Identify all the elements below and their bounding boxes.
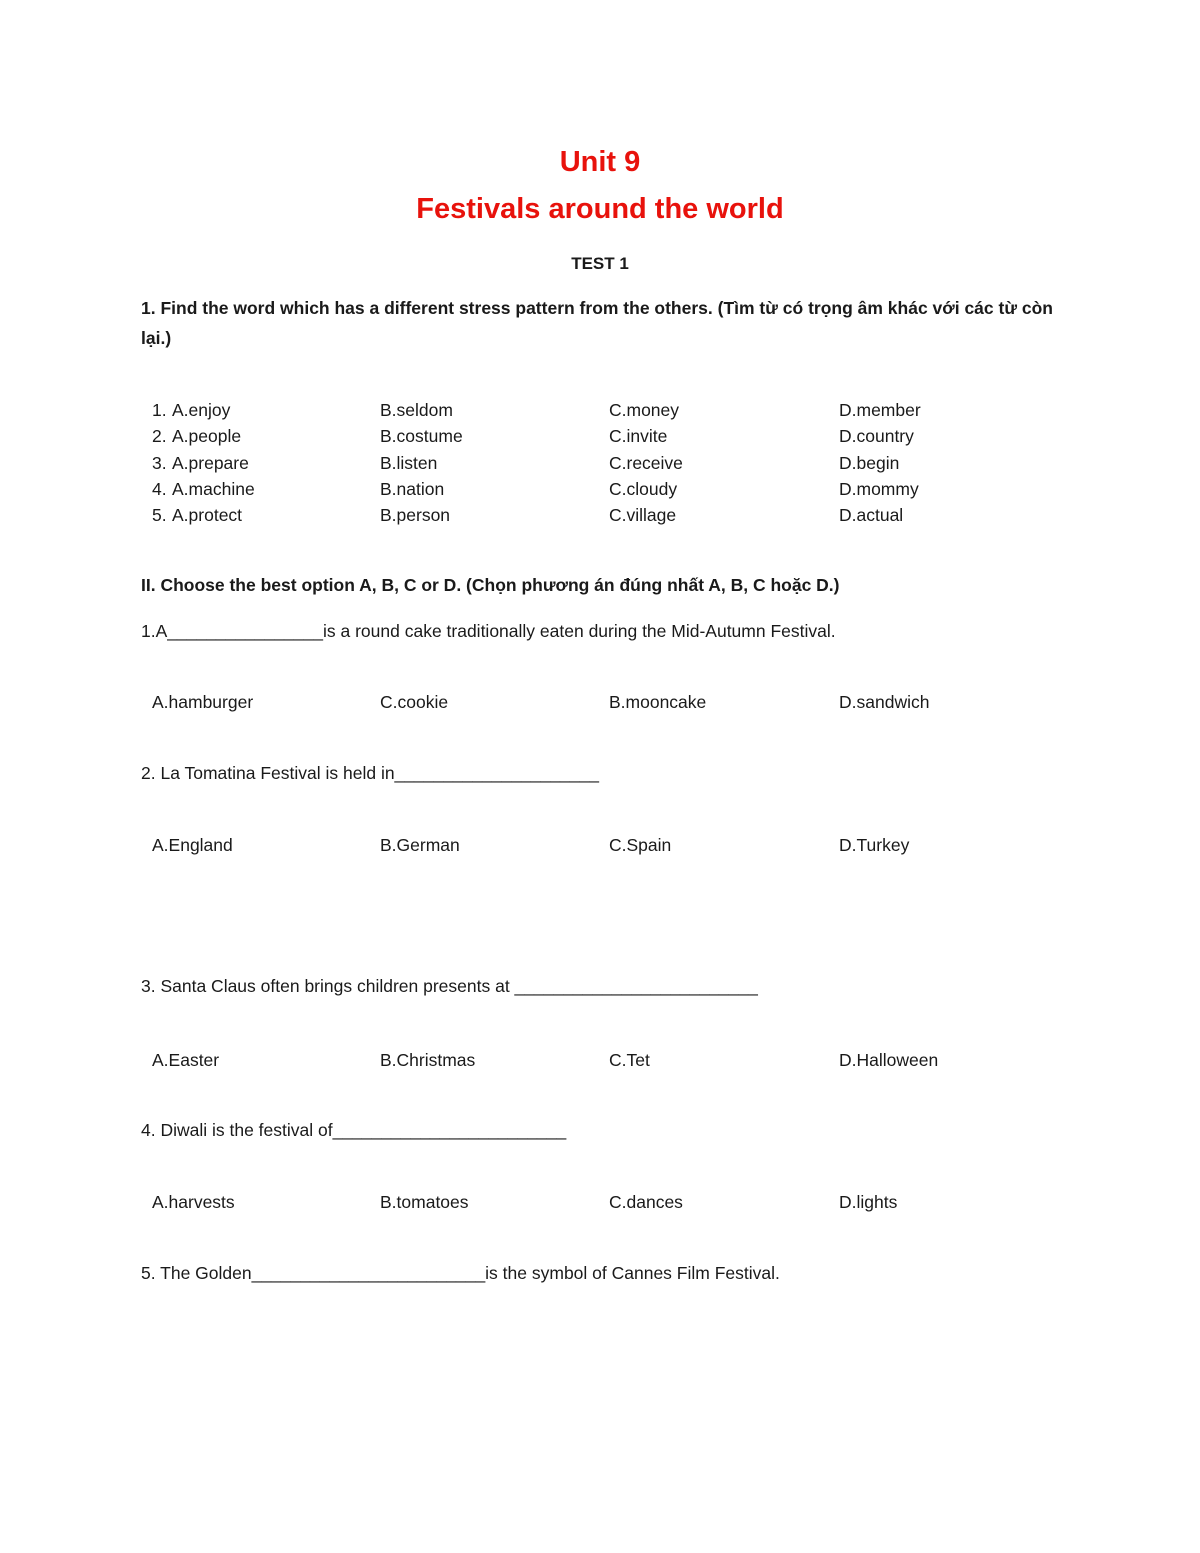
section1-heading: 1. Find the word which has a different stress pattern from the others. (Tìm từ có trọng âm khác với các từ còn lại.) (141, 298, 1053, 348)
section2-heading: II. Choose the best option A, B, C or D. (Chọn phương án đúng nhất A, B, C hoặc D.) (141, 575, 840, 595)
question-2: 2. La Tomatina Festival is held in_____________________ (141, 763, 599, 783)
question-1-options (0, 690, 1200, 714)
question-2-options (0, 833, 1200, 857)
stress-row-3-c: C.receive (609, 453, 683, 473)
question-4-option-3: C.dances (609, 1192, 683, 1212)
stress-row-4-a: 4. A.machine (152, 479, 255, 499)
stress-row-5-d: D.actual (839, 505, 904, 525)
question-1-option-1: A.hamburger (152, 692, 254, 712)
question-2-option-4: D.Turkey (839, 835, 910, 855)
stress-row-4-b: B.nation (380, 479, 445, 499)
stress-row-2 (0, 424, 1200, 448)
question-1-option-3: B.mooncake (609, 692, 707, 712)
question-1-option-4: D.sandwich (839, 692, 930, 712)
question-3-option-4: D.Halloween (839, 1050, 939, 1070)
stress-row-5-c: C.village (609, 505, 677, 525)
question-2-option-3: C.Spain (609, 835, 672, 855)
stress-row-2-a: 2. A.people (152, 426, 242, 446)
stress-row-1-d: D.member (839, 400, 921, 420)
stress-row-2-d: D.country (839, 426, 914, 446)
question-3-option-3: C.Tet (609, 1050, 650, 1070)
stress-row-1-c: C.money (609, 400, 680, 420)
stress-row-4-c: C.cloudy (609, 479, 678, 499)
question-4-option-2: B.tomatoes (380, 1192, 469, 1212)
stress-row-5-a: 5. A.protect (152, 505, 243, 525)
stress-row-4-d: D.mommy (839, 479, 919, 499)
question-3-option-2: B.Christmas (380, 1050, 476, 1070)
question-2-option-2: B.German (380, 835, 460, 855)
stress-row-3-b: B.listen (380, 453, 438, 473)
test-label: TEST 1 (571, 254, 629, 273)
question-1-option-2: C.cookie (380, 692, 449, 712)
stress-row-1 (0, 398, 1200, 422)
stress-row-2-c: C.invite (609, 426, 668, 446)
stress-row-3-a: 3. A.prepare (152, 453, 249, 473)
question-1: 1.A________________is a round cake traditionally eaten during the Mid-Autumn Festival. (141, 621, 836, 641)
question-4-options (0, 1190, 1200, 1214)
question-2-option-1: A.England (152, 835, 233, 855)
question-4-option-1: A.harvests (152, 1192, 235, 1212)
stress-row-5 (0, 503, 1200, 527)
question-4: 4. Diwali is the festival of________________________ (141, 1120, 567, 1140)
question-3: 3. Santa Claus often brings children presents at _________________________ (141, 976, 758, 996)
stress-row-2-b: B.costume (380, 426, 463, 446)
question-3-option-1: A.Easter (152, 1050, 220, 1070)
topic-title: Festivals around the world (416, 193, 784, 225)
stress-row-1-b: B.seldom (380, 400, 453, 420)
stress-row-3 (0, 451, 1200, 475)
question-5: 5. The Golden________________________is the symbol of Cannes Film Festival. (141, 1263, 780, 1283)
question-4-option-4: D.lights (839, 1192, 898, 1212)
unit-title: Unit 9 (559, 146, 641, 178)
stress-row-1-a: 1. A.enjoy (152, 400, 231, 420)
stress-row-3-d: D.begin (839, 453, 900, 473)
question-3-options (0, 1048, 1200, 1072)
stress-row-4 (0, 477, 1200, 501)
stress-row-5-b: B.person (380, 505, 451, 525)
